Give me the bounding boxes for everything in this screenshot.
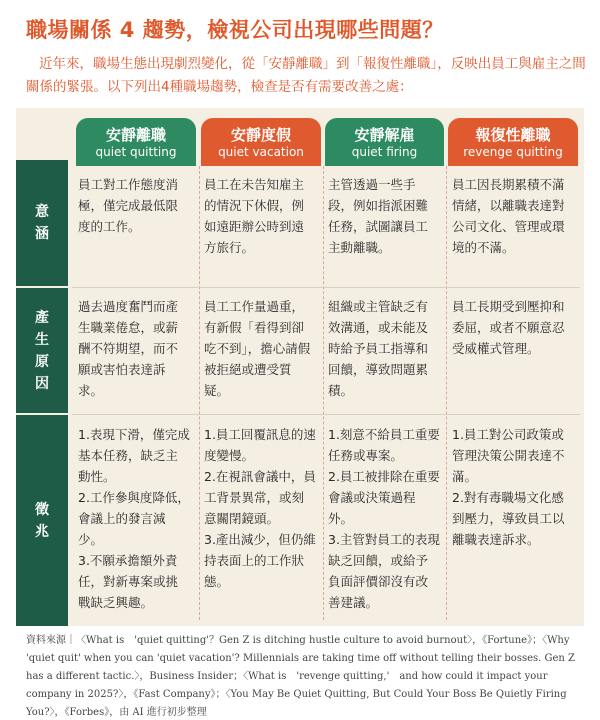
cell-meaning-revenge-quitting: 員工因長期累積不滿情緒，以離職表達對公司文化、管理或環境的不滿。 [452,177,565,255]
column-header-quiet-firing [325,118,444,166]
cell-symptom-revenge-quitting: 1.員工對公司政策或管理決策公開表達不滿。 2.對有毒職場文化感到壓力，導致員工以離職表達訴求。 [452,427,565,547]
column-divider [446,166,447,620]
column-header-en: revenge quitting [463,145,563,159]
trend-table [16,108,584,626]
cell-cause-quiet-quitting: 過去過度奮鬥而產生職業倦怠，或薪酬不符期望，而不願或害怕表達訴求。 [78,299,179,398]
column-header-zh: 安靜度假 [230,126,291,144]
cell-cause-quiet-vacation: 員工工作量過重，有新假「看得到卻吃不到」，擔心請假被拒絕或遭受質疑。 [204,299,311,398]
column-header-zh: 報復性離職 [475,126,551,144]
column-header-en: quiet firing [351,145,418,159]
cell-cause-revenge-quitting: 員工長期受到壓抑和委屈，或者不願意忍受威權式管理。 [452,299,565,356]
row-divider [72,287,580,288]
cell-meaning-quiet-vacation: 員工在未告知雇主的情況下休假，例如遠距辦公時到遠方旅行。 [204,177,305,255]
cell-meaning-quiet-firing: 主管透過一些手段，例如指派困難任務，試圖讓員工主動離職。 [328,177,429,255]
column-divider [323,166,324,620]
source-note: 資料來源｜〈What is 'quiet quitting'？Gen Z is ditching hustle culture to avoid burnout〉，《Fortune》；〈Why 'quiet quit' when you can 'quiet vacation'? Millennials are taking time off without telling their bosses. Gen Z has a different tactic.〉，Business Insider；〈What is 'revenge quitting,' and how could it impact your company in 2025?〉，《Fast Company》；〈You May Be Quiet Quitting, But Could Your Boss Be Quietly Firing You?〉，《Forbes》，由 AI 進行初步整理 [26,635,575,718]
cell-symptom-quiet-vacation: 1.員工回覆訊息的速度變慢。 2.在視訊會議中，員工背景異常，或刻意關閉鏡頭。 3.產出減少，但仍維持表面上的工作狀態。 [204,427,316,589]
column-header-revenge-quitting [448,118,578,166]
row-label-meaning [16,160,68,286]
column-header-quiet-quitting [76,118,196,166]
column-header-zh: 安靜解雇 [354,126,415,144]
cell-symptom-quiet-firing: 1.刻意不給員工重要任務或專案。 2.員工被排除在重要會議或決策過程外。 3.主管對員工的表現缺乏回饋，或給予負面評價卻沒有改善建議。 [328,427,440,610]
column-header-zh: 安靜離職 [105,126,166,144]
row-label-cause [16,288,68,413]
cell-symptom-quiet-quitting: 1.表現下滑，僅完成基本任務，缺乏主動性。 2.工作參與度降低，會議上的發言減少。 3.不願承擔額外責任，對新專案或挑戰缺乏興趣。 [78,427,190,610]
cell-meaning-quiet-quitting: 員工對工作態度消極，僅完成最低限度的工作。 [78,177,179,234]
page-title: 職場關係 4 趨勢，檢視公司出現哪些問題？ [26,18,444,42]
column-header-en: quiet quitting [95,145,177,159]
intro-paragraph: 近年來，職場生態出現劇烈變化，從「安靜離職」到「報復性離職」，反映出員工與雇主之間關係的緊張。以下列出4種職場趨勢，檢查是否有需要改善之處： [26,56,586,95]
column-divider [199,166,200,620]
row-label-text: 徵 兆 [35,501,49,540]
cell-cause-quiet-firing: 組織或主管缺乏有效溝通，或未能及時給予員工指導和回饋，導致問題累積。 [328,299,429,398]
column-header-quiet-vacation [201,118,321,166]
row-label-symptom [16,415,68,626]
row-label-text: 產 生 原 因 [35,309,49,392]
row-divider [72,414,580,415]
row-label-text: 意 涵 [35,204,49,242]
column-header-en: quiet vacation [218,145,304,159]
